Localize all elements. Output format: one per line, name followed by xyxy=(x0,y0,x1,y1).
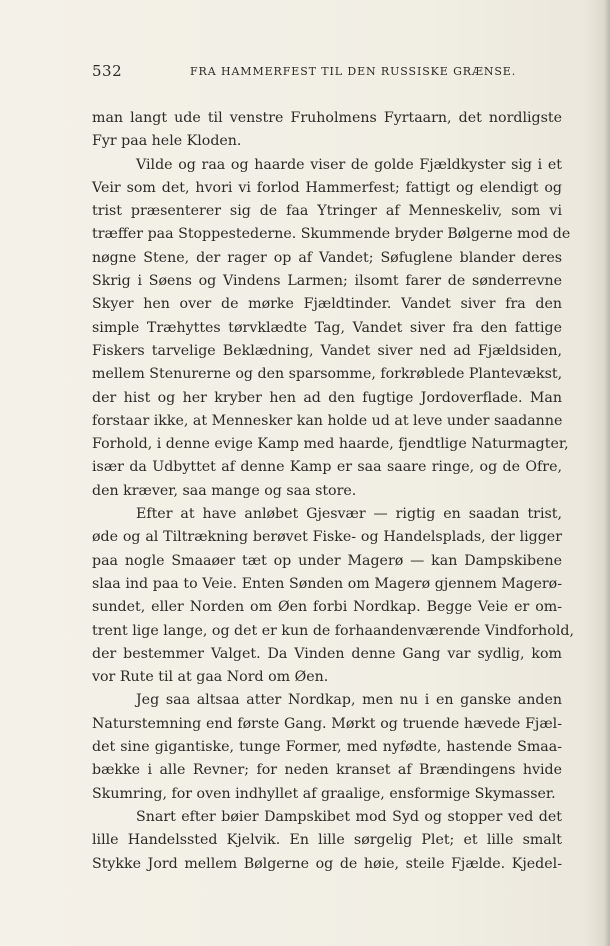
text-line: paa nogle Smaaøer tæt op under Magerø — kan Dampskibene xyxy=(92,552,562,569)
text-line: vor Rute til at gaa Nord om Øen. xyxy=(92,669,329,686)
text-line: Efter at have anløbet Gjesvær — rigtig en saadan trist, xyxy=(136,506,562,523)
page-header xyxy=(92,62,562,84)
text-line: nøgne Stene, der rager op af Vandet; Søfuglene blander deres xyxy=(92,249,562,266)
text-line: det sine gigantiske, tunge Former, med nyfødte, hastende Smaa- xyxy=(92,739,562,756)
text-line: Fiskers tarvelige Beklædning, Vandet siver ned ad Fjældsiden, xyxy=(92,342,562,359)
text-line: Skyer hen over de mørke Fjældtinder. Vandet siver fra den xyxy=(92,296,562,313)
text-line: den kræver, saa mange og saa store. xyxy=(92,482,357,499)
text-line: Stykke Jord mellem Bølgerne og de høie, steile Fjælde. Kjedel- xyxy=(92,855,562,872)
text-line: Vilde og raa og haarde viser de golde Fjældkyster sig i et xyxy=(136,156,562,173)
text-line: træffer paa Stoppestederne. Skummende bryder Bølgerne mod de xyxy=(92,226,571,243)
text-line: lille Handelssted Kjelvik. En lille sørgelig Plet; et lille smalt xyxy=(92,832,562,849)
text-line: Veir som det, hvori vi forlod Hammerfest; fattigt og elendigt og xyxy=(92,179,562,196)
page-number: 532 xyxy=(92,62,123,80)
text-line: Jeg saa altsaa atter Nordkap, men nu i en ganske anden xyxy=(136,692,562,709)
text-line: mellem Stenurerne og den sparsomme, forkrøblede Plantevækst, xyxy=(92,366,563,383)
text-line: forstaar ikke, at Mennesker kan holde ud at leve under saadanne xyxy=(92,412,563,429)
page-edge-shadow xyxy=(604,0,610,946)
text-line: simple Træhyttes tørvklædte Tag, Vandet siver fra den fattige xyxy=(92,319,562,336)
text-line: Naturstemning end første Gang. Mørkt og truende hævede Fjæl- xyxy=(92,715,562,732)
running-head: FRA HAMMERFEST TIL DEN RUSSISKE GRÆNSE. xyxy=(190,65,517,78)
text-line: slaa ind paa to Veie. Enten Sønden om Magerø gjennem Magerø- xyxy=(92,575,562,592)
body-text xyxy=(92,107,574,876)
text-line: sundet, eller Norden om Øen forbi Nordkap. Begge Veie er om- xyxy=(92,599,562,616)
text-line: Skrig i Søens og Vindens Larmen; ilsomt farer de sønderrevne xyxy=(92,273,562,290)
text-line: trent lige lange, og det er kun de forhaandenværende Vindforhold, xyxy=(92,622,574,639)
text-line: der hist og her kryber hen ad den fugtige Jordoverflade. Man xyxy=(92,389,562,406)
text-line: Forhold, i denne evige Kamp med haarde, fjendtlige Naturmagter, xyxy=(92,436,569,453)
text-line: Skumring, for oven indhyllet af graalige, ensformige Skymasser. xyxy=(92,785,556,802)
text-line: især da Udbyttet af denne Kamp er saa saare ringe, og de Ofre, xyxy=(92,459,562,476)
text-line: Snart efter bøier Dampskibet mod Syd og stopper ved det xyxy=(136,808,562,825)
text-line: bække i alle Revner; for neden kranset af Brændingens hvide xyxy=(92,762,562,779)
text-line: øde og al Tiltrækning berøvet Fiske- og Handelsplads, der ligger xyxy=(92,529,562,546)
text-line: trist præsenterer sig de faa Ytringer af Menneskeliv, som vi xyxy=(92,203,562,220)
text-line: man langt ude til venstre Fruholmens Fyrtaarn, det nordligste xyxy=(92,110,562,126)
text-line: der bestemmer Valget. Da Vinden denne Gang var sydlig, kom xyxy=(92,645,562,662)
text-line: Fyr paa hele Kloden. xyxy=(92,133,242,150)
